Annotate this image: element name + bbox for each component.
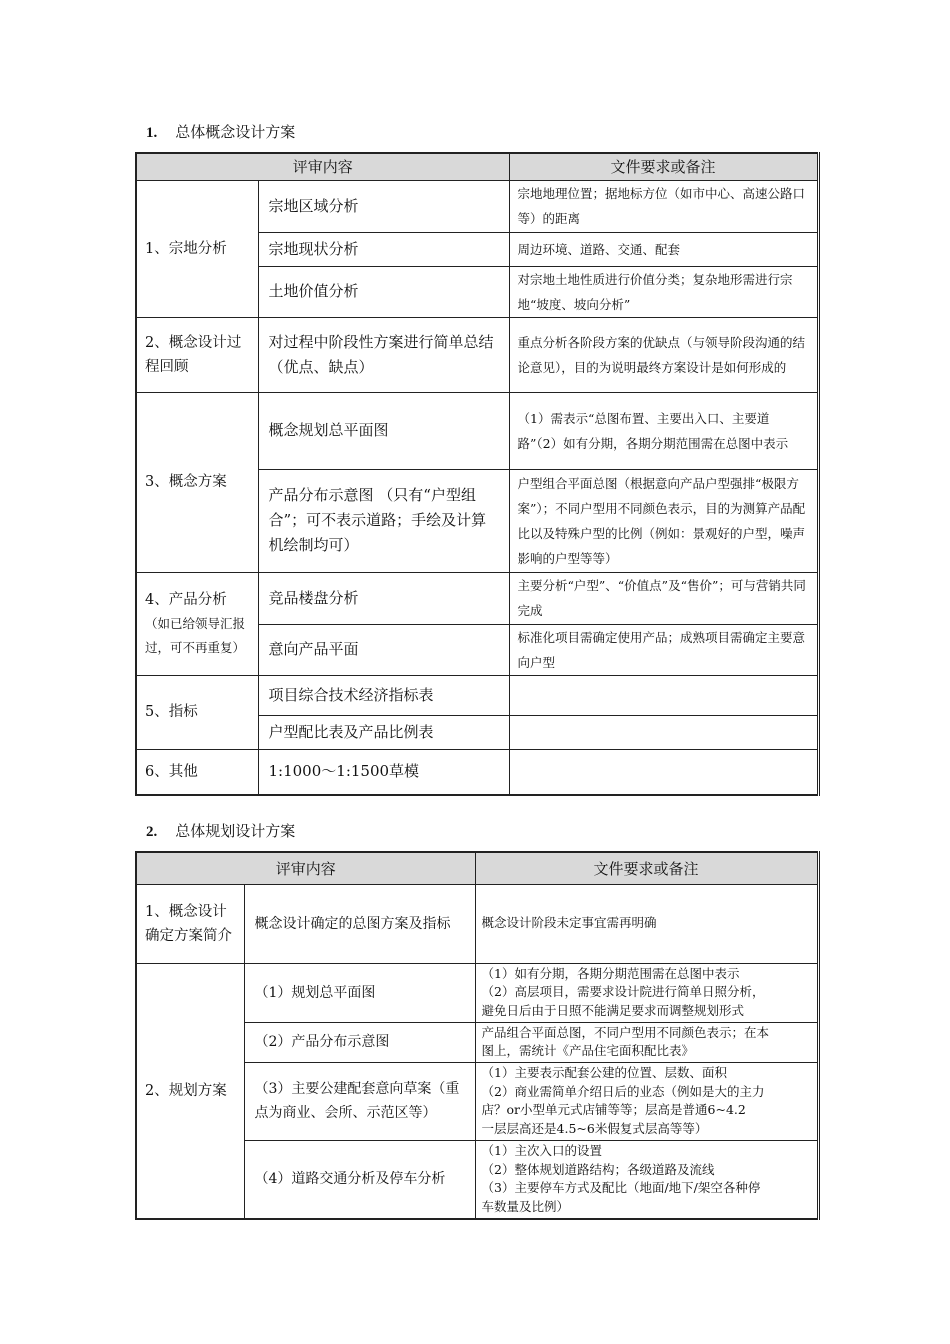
review-item: （3）主要公建配套意向草案（重点为商业、会所、示范区等） xyxy=(244,1062,475,1140)
review-item: 产品分布示意图 （只有“户型组合”；可不表示道路；手绘及计算机绘制均可） xyxy=(258,469,509,572)
review-item: 竞品楼盘分析 xyxy=(258,572,509,624)
header-file-requirements: 文件要求或备注 xyxy=(509,153,818,180)
review-note-line: 避免日后由于日照不能满足要求而调整规划形式 xyxy=(481,1002,745,1018)
group-label: 3、概念方案 xyxy=(136,392,258,572)
review-note: 宗地地理位置；据地标方位（如市中心、高速公路口等）的距离 xyxy=(509,180,818,232)
section-2-number: 2. xyxy=(146,824,158,840)
group-label: 1、概念设计确定方案简介 xyxy=(136,884,244,963)
review-note-cell xyxy=(475,963,818,1022)
review-item: （2）产品分布示意图 xyxy=(244,1022,475,1062)
review-note-line: （2）商业需简单介绍日后的业态（例如是大的主力 xyxy=(481,1083,765,1099)
review-note-cell xyxy=(475,1022,818,1062)
section-1-title-text: 总体概念设计方案 xyxy=(175,123,296,141)
concept-design-review-table xyxy=(135,152,820,796)
section-2-title-text: 总体规划设计方案 xyxy=(175,822,296,840)
review-note-cell xyxy=(475,1140,818,1219)
review-note-line: （2）高层项目，需要求设计院进行简单日照分析， xyxy=(481,984,765,1000)
review-note: 户型组合平面总图（根据意向产品户型强排“极限方案”）；不同户型用不同颜色表示，目的为测算产品配比以及特殊户型的比例（例如：景观好的户型，噪声影响的户型等等） xyxy=(509,469,818,572)
group-label: 6、其他 xyxy=(136,749,258,795)
review-item: 概念设计确定的总图方案及指标 xyxy=(244,884,475,963)
review-note-line: 店？or小型单元式店铺等等；层高是普通6~4.2 xyxy=(481,1102,746,1117)
review-note xyxy=(509,675,818,715)
review-note-line: （1）主要表示配套公建的位置、层数、面积 xyxy=(481,1065,727,1080)
table-row xyxy=(136,963,818,1022)
review-item: 概念规划总平面图 xyxy=(258,392,509,469)
review-note-line: 图上，需统计《产品住宅面积配比表》 xyxy=(481,1043,695,1058)
review-note xyxy=(509,715,818,749)
review-note xyxy=(509,749,818,795)
section-2-title xyxy=(146,820,295,841)
review-item: 项目综合技术经济指标表 xyxy=(258,675,509,715)
review-note-cell xyxy=(475,884,818,963)
header-review-content: 评审内容 xyxy=(136,153,509,180)
group-label-note: （如已给领导汇报过，可不再重复） xyxy=(145,615,246,655)
review-note: 标准化项目需确定使用产品；成熟项目需确定主要意向户型 xyxy=(509,624,818,675)
review-note-line: 车数量及比例） xyxy=(481,1198,570,1214)
review-note-line: （2）整体规划道路结构；各级道路及流线 xyxy=(481,1161,715,1177)
review-note-line: （1）如有分期，各期分期范围需在总图中表示 xyxy=(481,965,740,981)
header-file-requirements: 文件要求或备注 xyxy=(475,852,818,884)
section-1-title xyxy=(146,121,295,142)
group-label: 4、产品分析 xyxy=(145,591,227,608)
review-note-line: 概念设计阶段未定事宜需再明确 xyxy=(481,915,657,931)
section-1-number: 1. xyxy=(146,125,158,141)
review-item: 户型配比表及产品比例表 xyxy=(258,715,509,749)
review-note: （1）需表示“总图布置、主要出入口、主要道路”（2）如有分期，各期分期范围需在总图中表示 xyxy=(509,392,818,469)
table-row xyxy=(136,749,818,795)
group-label: 1、宗地分析 xyxy=(136,180,258,317)
review-note-line: 产品组合平面总图，不同户型用不同颜色表示；在本 xyxy=(481,1024,770,1040)
table-row xyxy=(136,317,818,392)
review-item: 土地价值分析 xyxy=(258,266,509,317)
table-row xyxy=(136,675,818,715)
header-review-content: 评审内容 xyxy=(136,852,475,884)
review-note: 周边环境、道路、交通、配套 xyxy=(509,232,818,266)
table-row xyxy=(136,392,818,469)
review-item: （4）道路交通分析及停车分析 xyxy=(244,1140,475,1219)
review-item: 宗地区域分析 xyxy=(258,180,509,232)
review-item: 宗地现状分析 xyxy=(258,232,509,266)
review-item: 意向产品平面 xyxy=(258,624,509,675)
group-label: 5、指标 xyxy=(136,675,258,749)
table-header-row xyxy=(136,153,818,180)
review-note-cell xyxy=(475,1062,818,1140)
review-note-line: （1）主次入口的设置 xyxy=(481,1143,602,1159)
review-note: 主要分析“户型”、“价值点”及“售价”；可与营销共同完成 xyxy=(509,572,818,624)
table-row xyxy=(136,572,818,624)
review-note-line: （3）主要停车方式及配比（地面/地下/架空各种停 xyxy=(481,1180,761,1196)
review-note: 重点分析各阶段方案的优缺点（与领导阶段沟通的结论意见），目的为说明最终方案设计是如何形成的 xyxy=(509,317,818,392)
table-row xyxy=(136,884,818,963)
review-note: 对宗地土地性质进行价值分类；复杂地形需进行宗地“坡度、坡向分析” xyxy=(509,266,818,317)
master-plan-review-table xyxy=(135,851,820,1220)
review-item: （1）规划总平面图 xyxy=(244,963,475,1022)
table-header-row xyxy=(136,852,818,884)
table-row xyxy=(136,180,818,232)
group-label: 2、概念设计过程回顾 xyxy=(136,317,258,392)
review-item: 1:1000～1:1500草模 xyxy=(258,749,509,795)
review-item: 对过程中阶段性方案进行简单总结（优点、缺点） xyxy=(258,317,509,392)
group-label: 2、规划方案 xyxy=(136,963,244,1219)
group-label-cell xyxy=(136,572,258,675)
review-note-line: 一层层高还是4.5~6米假复式层高等等） xyxy=(481,1120,708,1136)
